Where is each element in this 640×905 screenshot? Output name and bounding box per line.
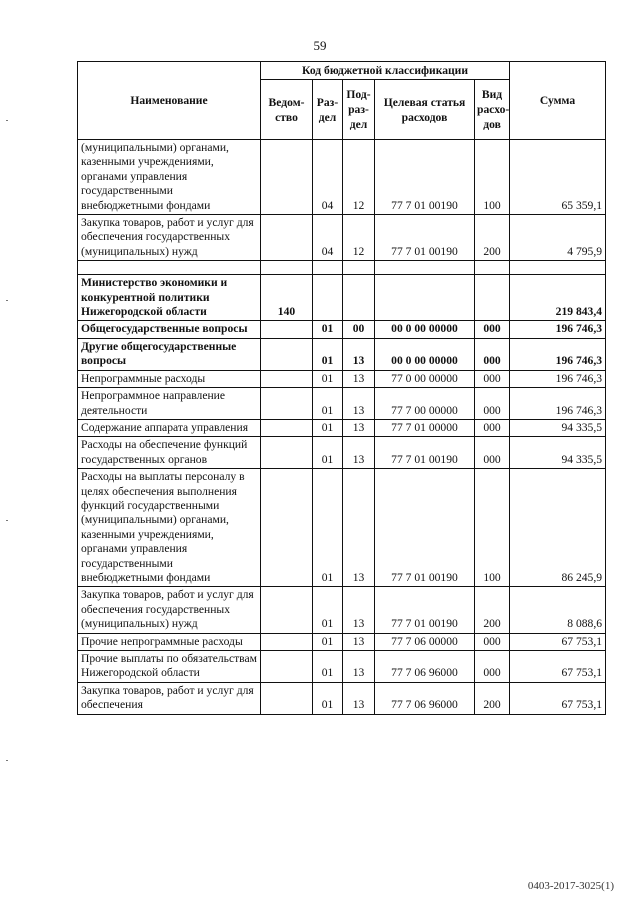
cell-razdel <box>313 275 343 321</box>
cell-sum: 94 335,5 <box>510 437 606 469</box>
cell-vid: 000 <box>475 651 510 683</box>
table-row <box>78 633 606 650</box>
cell-target: 77 7 01 00190 <box>375 587 475 633</box>
cell-podrazdel: 13 <box>343 370 375 387</box>
cell-vedomstvo <box>261 370 313 387</box>
cell-vedomstvo <box>261 140 313 215</box>
cell-target: 77 7 01 00190 <box>375 215 475 261</box>
cell-name: Прочие непрограммные расходы <box>78 633 261 650</box>
cell-podrazdel: 12 <box>343 140 375 215</box>
cell-sum: 196 746,3 <box>510 338 606 370</box>
cell-razdel: 04 <box>313 215 343 261</box>
cell-podrazdel: 13 <box>343 419 375 436</box>
cell-name: Прочие выплаты по обязательствам Нижегородской области <box>78 651 261 683</box>
cell-podrazdel: 00 <box>343 321 375 338</box>
cell-vid: 000 <box>475 388 510 420</box>
cell-sum: 65 359,1 <box>510 140 606 215</box>
header-classification-group: Код бюджетной классификации <box>261 62 510 80</box>
cell-target: 77 7 01 00190 <box>375 469 475 587</box>
cell-vid <box>475 275 510 321</box>
page-number: 59 <box>313 38 327 53</box>
cell-podrazdel <box>343 275 375 321</box>
cell-sum: 67 753,1 <box>510 651 606 683</box>
header-razdel: Раз-дел <box>313 80 343 140</box>
table-header <box>78 62 606 140</box>
cell-target: 00 0 00 00000 <box>375 321 475 338</box>
cell-vedomstvo <box>261 651 313 683</box>
cell-vid: 000 <box>475 437 510 469</box>
header-expense-type: Вид расхо-дов <box>475 80 510 140</box>
cell-name: Министерство экономики и конкурентной политики Нижегородской области <box>78 275 261 321</box>
table-row <box>78 437 606 469</box>
cell-razdel: 01 <box>313 370 343 387</box>
cell-razdel: 01 <box>313 651 343 683</box>
cell-razdel: 04 <box>313 140 343 215</box>
cell-vedomstvo <box>261 437 313 469</box>
cell-podrazdel: 13 <box>343 587 375 633</box>
cell-razdel: 01 <box>313 321 343 338</box>
cell-vid: 200 <box>475 587 510 633</box>
cell-target: 77 7 01 00190 <box>375 437 475 469</box>
cell-vedomstvo <box>261 633 313 650</box>
cell-name: Содержание аппарата управления <box>78 419 261 436</box>
document-code-footer: 0403-2017-3025(1) <box>527 880 614 892</box>
cell-razdel: 01 <box>313 419 343 436</box>
cell-vedomstvo <box>261 388 313 420</box>
cell-sum: 4 795,9 <box>510 215 606 261</box>
table-row <box>78 321 606 338</box>
cell-vedomstvo <box>261 321 313 338</box>
cell-sum: 196 746,3 <box>510 370 606 387</box>
cell-sum: 8 088,6 <box>510 587 606 633</box>
cell-vedomstvo <box>261 419 313 436</box>
cell-podrazdel: 13 <box>343 682 375 714</box>
cell-target: 77 7 06 96000 <box>375 682 475 714</box>
cell-sum: 67 753,1 <box>510 682 606 714</box>
cell-sum: 196 746,3 <box>510 321 606 338</box>
cell-razdel: 01 <box>313 587 343 633</box>
cell-name: Закупка товаров, работ и услуг для обеспечения государственных (муниципальных) нужд <box>78 215 261 261</box>
cell-vid: 100 <box>475 140 510 215</box>
cell-target: 77 7 06 00000 <box>375 633 475 650</box>
cell-podrazdel: 13 <box>343 388 375 420</box>
cell-vid: 000 <box>475 321 510 338</box>
cell-podrazdel: 13 <box>343 469 375 587</box>
table-row <box>78 388 606 420</box>
cell-name: Непрограммное направление деятельности <box>78 388 261 420</box>
cell-podrazdel: 13 <box>343 338 375 370</box>
cell-sum: 219 843,4 <box>510 275 606 321</box>
header-target-article: Целевая статья расходов <box>375 80 475 140</box>
header-sum: Сумма <box>510 62 606 140</box>
cell-sum: 86 245,9 <box>510 469 606 587</box>
cell-name: Расходы на выплаты персоналу в целях обеспечения выполнения функций государственными (муниципальными) органами, казенными учреждениями, органами управления государственными внебюджетными фондами <box>78 469 261 587</box>
cell-podrazdel: 13 <box>343 651 375 683</box>
table-row <box>78 275 606 321</box>
cell-vedomstvo <box>261 469 313 587</box>
cell-vid: 000 <box>475 338 510 370</box>
cell-vid: 000 <box>475 633 510 650</box>
cell-target: 77 7 01 00000 <box>375 419 475 436</box>
cell-razdel: 01 <box>313 338 343 370</box>
cell-vedomstvo <box>261 587 313 633</box>
cell-vedomstvo <box>261 338 313 370</box>
table-row <box>78 215 606 261</box>
cell-podrazdel: 13 <box>343 437 375 469</box>
cell-razdel: 01 <box>313 682 343 714</box>
header-podrazdel: Под-раз-дел <box>343 80 375 140</box>
table-row <box>78 469 606 587</box>
cell-vedomstvo <box>261 215 313 261</box>
cell-podrazdel: 12 <box>343 215 375 261</box>
scan-edge-mark <box>6 520 8 521</box>
cell-target: 77 7 00 00000 <box>375 388 475 420</box>
cell-vid: 200 <box>475 215 510 261</box>
cell-name: Другие общегосударственные вопросы <box>78 338 261 370</box>
cell-name: Общегосударственные вопросы <box>78 321 261 338</box>
budget-table <box>77 61 606 715</box>
cell-vedomstvo: 140 <box>261 275 313 321</box>
table-row <box>78 419 606 436</box>
cell-razdel: 01 <box>313 388 343 420</box>
cell-podrazdel: 13 <box>343 633 375 650</box>
cell-razdel: 01 <box>313 437 343 469</box>
cell-name: Непрограммные расходы <box>78 370 261 387</box>
cell-target: 00 0 00 00000 <box>375 338 475 370</box>
table-row <box>78 338 606 370</box>
cell-target: 77 7 01 00190 <box>375 140 475 215</box>
table-row <box>78 140 606 215</box>
cell-sum: 196 746,3 <box>510 388 606 420</box>
cell-vedomstvo <box>261 682 313 714</box>
cell-target: 77 7 06 96000 <box>375 651 475 683</box>
cell-vid: 000 <box>475 419 510 436</box>
cell-name: Закупка товаров, работ и услуг для обеспечения государственных (муниципальных) нужд <box>78 587 261 633</box>
cell-name: Закупка товаров, работ и услуг для обеспечения <box>78 682 261 714</box>
cell-target: 77 0 00 00000 <box>375 370 475 387</box>
cell-razdel: 01 <box>313 469 343 587</box>
cell-razdel: 01 <box>313 633 343 650</box>
table-row <box>78 651 606 683</box>
cell-name: Расходы на обеспечение функций государственных органов <box>78 437 261 469</box>
table-row <box>78 682 606 714</box>
cell-vid: 100 <box>475 469 510 587</box>
cell-sum: 94 335,5 <box>510 419 606 436</box>
cell-vid: 200 <box>475 682 510 714</box>
header-vedomstvo: Ведом-ство <box>261 80 313 140</box>
cell-target <box>375 275 475 321</box>
cell-sum: 67 753,1 <box>510 633 606 650</box>
scan-edge-mark <box>6 760 8 761</box>
header-name: Наименование <box>78 62 261 140</box>
cell-name: (муниципальными) органами, казенными учреждениями, органами управления государственными внебюджетными фондами <box>78 140 261 215</box>
scan-edge-mark <box>6 300 8 301</box>
scan-edge-mark <box>6 120 8 121</box>
table-row <box>78 370 606 387</box>
table-row <box>78 587 606 633</box>
cell-vid: 000 <box>475 370 510 387</box>
spacer-row <box>78 261 606 275</box>
